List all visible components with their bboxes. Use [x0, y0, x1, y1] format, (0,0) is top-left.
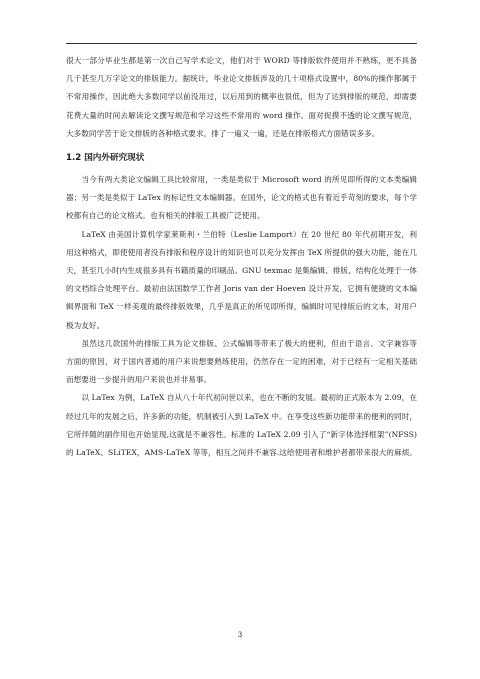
paragraph: 虽然这几款国外的排版工具为论文排版、公式编辑等带来了极大的便利，但由于语言、文字兼容等方面的原因，对于国内普通的用户来说想要熟练使用，仍然存在一定的困难，对于已经有一定相关基础而想要进一步提升的用户来说也并非易事。 [66, 338, 417, 385]
paragraph: 很大一部分毕业生都是第一次自己写学术论文，他们对于 WORD 等排版软件使用并不熟练，更不具备几千甚至几万字论文的排版能力。据统计，毕业论文排版涉及的几十项格式设置中，80%的操作都属于不常用操作，因此绝大多数同学以前没用过，以后用到的概率也很低，但为了达到排版的规范，却需要花费大量的时间去解读论文撰写规范和学习这些不常用的 word 操作。面对捉摸不透的论文撰写规范，大多数同学苦于论文排版的各种格式要求，排了一遍又一遍，还是在排版格式方面错误多多。 [66, 56, 417, 138]
page-content [66, 52, 417, 462]
header-rule [66, 43, 417, 44]
section-heading: 1.2 国内外研究现状 [66, 153, 145, 164]
paragraph: 当今有两大类论文编辑工具比较常用，一类是类似于 Microsoft word 的所见即所得的文本类编辑器；另一类是类似于 LaTex 的标记性文本编辑器。在国外，论文的格式也有着近乎苛刻的要求，每个学校都有自己的论文格式。也有相关的排版工具被广泛使用。 [66, 175, 417, 221]
paragraph: LaTeX 由美国计算机学家莱斯利・兰伯特（Leslie Lamport）在 20 世纪 80 年代初期开发，利用这种格式，即使使用者没有排版和程序设计的知识也可以充分发挥由 TeX 所提供的强大功能，能在几天，甚至几小时内生成很多具有书籍质量的印刷品。GNU texmac 是集编辑、排版、结构化处理于一体的文档综合处理平台。最初由法国数学工作者 Joris van der Hoeven 设计开发，它拥有便捷的文本编辑界面和 TeX 一样美观的最终排版效果，几乎是真正的所见即所得，编辑时可见排版后的文本，对用户极为友好。 [66, 229, 417, 330]
paragraph: 以 LaTex 为例，LaTeX 自从八十年代初问世以来，也在不断的发展。最初的正式版本为 2.09，在经过几年的发展之后，许多新的功能，机制被引入到 LaTeX 中。在享受这些新功能带来的便利的同时，它所伴随的副作用也开始显现,这就是不兼容性。标准的 LaTeX 2.09 引入了“新字体选择框架”(NFSS)的 LaTeX、SLiTEX，AMS-LaTeX 等等，相互之间并不兼容.这给使用者和维护者都带来很大的麻烦。 [66, 393, 417, 458]
page-number: 3 [237, 631, 243, 639]
